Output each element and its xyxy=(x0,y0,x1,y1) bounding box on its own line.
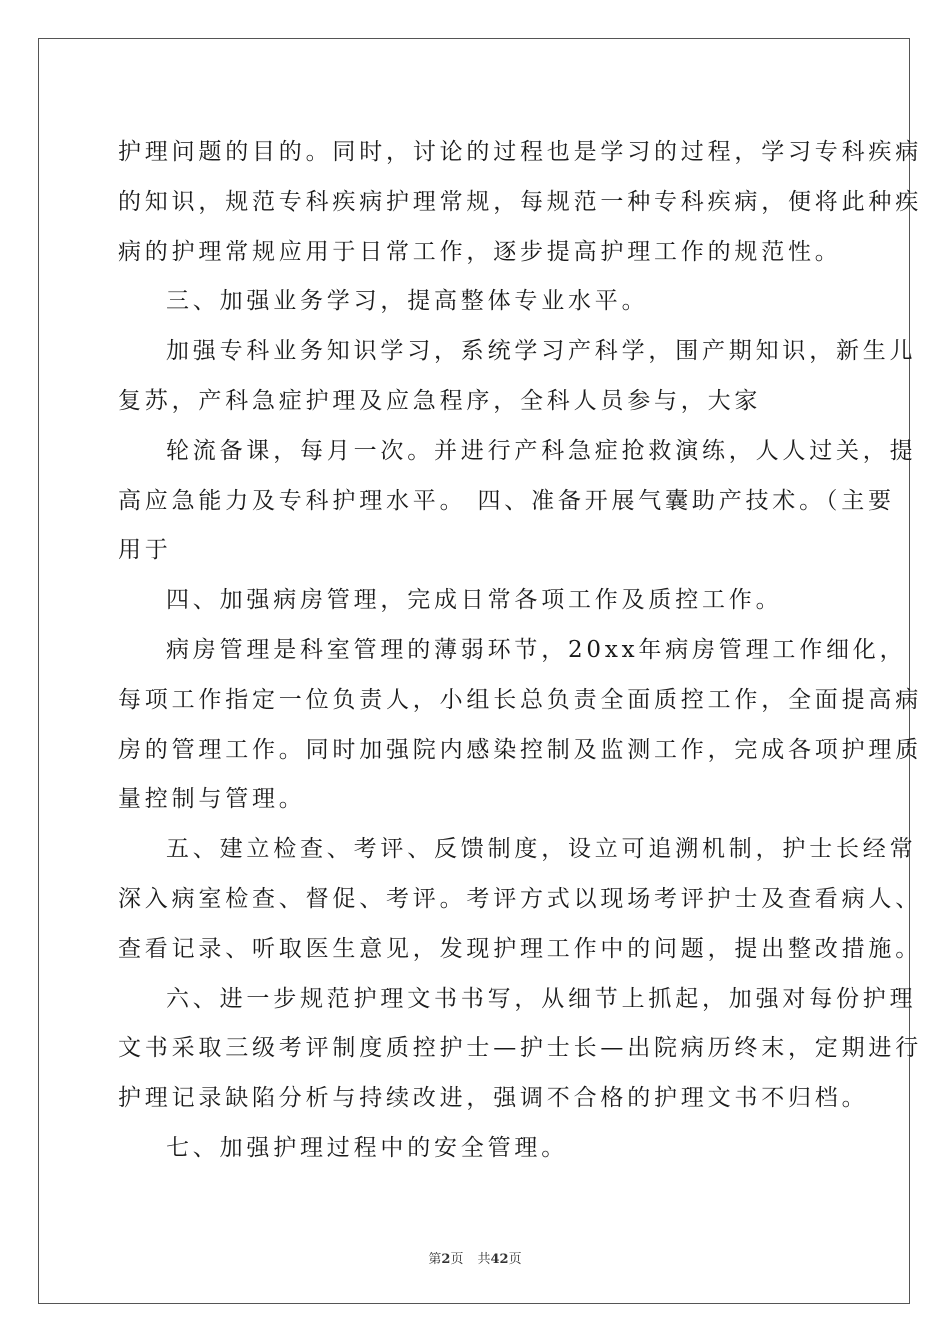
page-number: 2 xyxy=(441,1252,451,1267)
text-line: 高应急能力及专科护理水平。 四、准备开展气囊助产技术。（主要 xyxy=(118,487,895,514)
text-line: 的知识，规范专科疾病护理常规，每规范一种专科疾病，便将此种疾 xyxy=(118,188,922,215)
text-line: 用于 xyxy=(118,537,172,564)
document-body xyxy=(118,128,922,1174)
total-suffix: 页 xyxy=(508,1252,522,1267)
section-heading: 七、加强护理过程中的安全管理。 xyxy=(166,1134,568,1161)
text-line: 复苏，产科急症护理及应急程序，全科人员参与，大家 xyxy=(118,387,762,414)
text-line: 房的管理工作。同时加强院内感染控制及监测工作，完成各项护理质 xyxy=(118,736,922,763)
total-pages: 42 xyxy=(490,1252,509,1267)
text-line: 护理问题的目的。同时，讨论的过程也是学习的过程，学习专科疾病 xyxy=(118,139,922,165)
text-line: 加强专科业务知识学习，系统学习产科学，围产期知识，新生儿 xyxy=(166,338,917,365)
text-line: 查看记录、听取医生意见，发现护理工作中的问题，提出整改措施。 xyxy=(118,935,922,962)
text-line: 文书采取三级考评制度质控护士—护士长—出院病历终末，定期进行 xyxy=(118,1035,922,1062)
section-heading: 三、加强业务学习，提高整体专业水平。 xyxy=(166,288,649,315)
section-heading: 六、进一步规范护理文书书写，从细节上抓起，加强对每份护理 xyxy=(166,985,917,1012)
text-line: 病房管理是科室管理的薄弱环节，20xx年病房管理工作细化， xyxy=(166,636,907,663)
page-suffix: 页 xyxy=(450,1252,464,1267)
text-line: 量控制与管理。 xyxy=(118,786,306,813)
total-prefix: 共 xyxy=(477,1252,491,1267)
page-prefix: 第 xyxy=(428,1252,442,1267)
section-heading: 四、加强病房管理，完成日常各项工作及质控工作。 xyxy=(166,587,783,614)
section-heading: 五、建立检查、考评、反馈制度，设立可追溯机制，护士长经常 xyxy=(166,836,917,863)
page-footer xyxy=(0,1248,950,1267)
text-line: 护理记录缺陷分析与持续改进，强调不合格的护理文书不归档。 xyxy=(118,1085,869,1112)
text-line: 每项工作指定一位负责人，小组长总负责全面质控工作，全面提高病 xyxy=(118,686,922,713)
text-line: 轮流备课，每月一次。并进行产科急症抢救演练，人人过关，提 xyxy=(166,437,917,464)
text-line: 病的护理常规应用于日常工作，逐步提高护理工作的规范性。 xyxy=(118,238,842,265)
text-line: 深入病室检查、督促、考评。考评方式以现场考评护士及查看病人、 xyxy=(118,885,922,912)
